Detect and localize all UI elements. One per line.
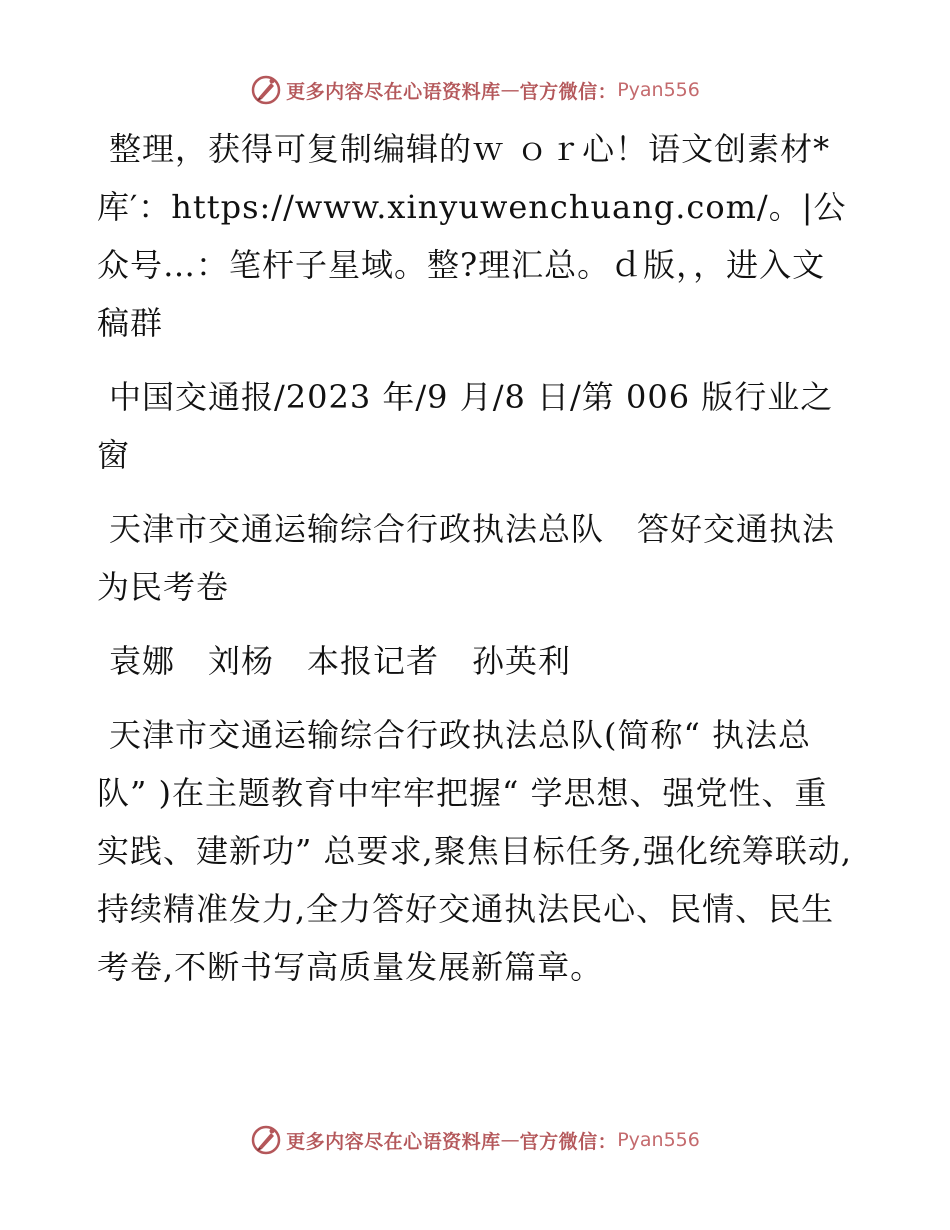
article-title: 天津市交通运输综合行政执法总队 答好交通执法为民考卷 xyxy=(97,510,836,606)
pen-logo-icon xyxy=(250,1124,282,1156)
source-line: 中国交通报/2023 年/9 月/8 日/第 006 版行业之窗 xyxy=(97,378,834,474)
pen-logo-icon xyxy=(250,74,282,106)
banner-separator: — xyxy=(500,79,520,101)
header-banner xyxy=(0,70,950,110)
body-paragraph: 天津市交通运输综合行政执法总队(简称“ 执法总队” )在主题教育中牢牢把握“ 学思想、强党性、重实践、建新功” 总要求,聚焦目标任务,强化统筹联动,持续精准发力,全力答好交通执法民心、民情、民生考卷,不断书写高质量发展新篇章。 xyxy=(97,716,853,986)
notice-paragraph: 整理，获得可复制编辑的ｗ ｏｒ心！语文创素材*库′：https://www.xinyuwenchuang.com/。|公众号…：笔杆子星域。整?理汇总。ｄ版，，进入文稿群 xyxy=(97,130,847,342)
author-line: 袁娜 刘杨 本报记者 孙英利 xyxy=(109,642,572,680)
banner-brand-text: 更多内容尽在心语资料库 xyxy=(286,80,501,103)
banner-separator: — xyxy=(500,1129,520,1151)
footer-banner xyxy=(0,1120,950,1160)
banner-brand-text: 更多内容尽在心语资料库 xyxy=(286,1130,501,1153)
banner-wechat-handle: Pyan556 xyxy=(617,1129,700,1151)
banner-official-label: 官方微信： xyxy=(519,1130,618,1153)
banner-official-label: 官方微信： xyxy=(519,80,618,103)
banner-wechat-handle: Pyan556 xyxy=(617,79,700,101)
